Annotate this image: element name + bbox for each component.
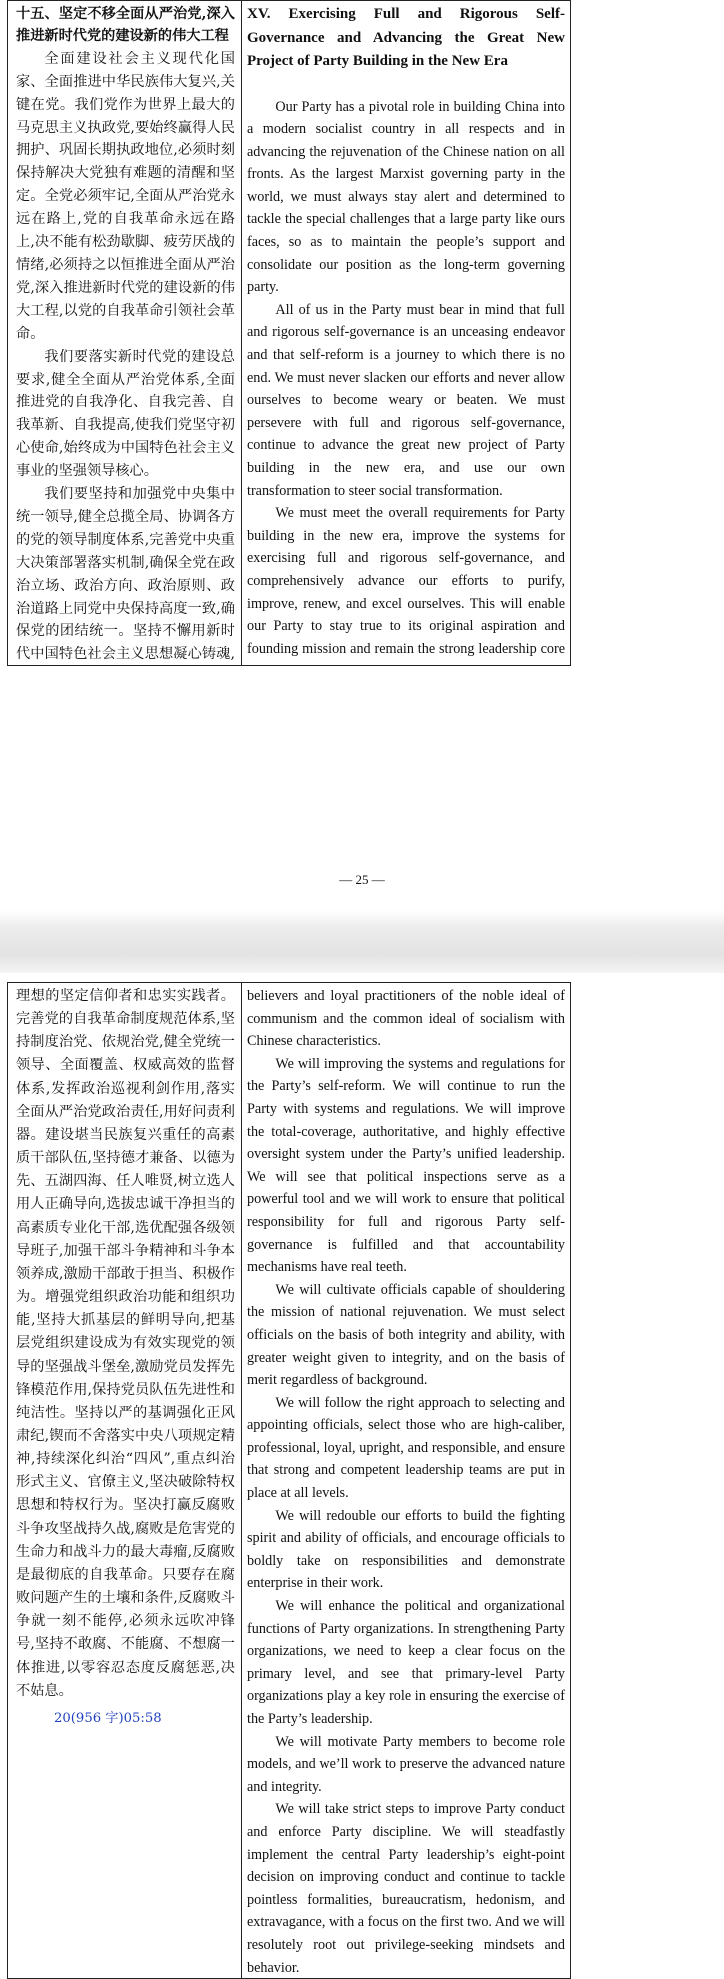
- page-26: [0, 973, 724, 1979]
- paragraph-en: We will redouble our efforts to build the fighting spirit and ability of officials, and encourage officials to boldly take on responsibilities and demonstrate enterprise in their work.: [247, 1507, 565, 1592]
- paragraph-zh: 我们要坚持和加强党中央集中统一领导,健全总揽全局、协调各方的党的领导制度体系,完善党中央重大决策部署落实机制,确保全党在政治立场、政治方向、政治原则、政治道路上同党中央保持高度一致,确保党的团结统一。坚持不懈用新时代中国特色社会主义思想凝心铸魂,: [16, 486, 235, 663]
- paragraph-en: We will take strict steps to improve Party conduct and enforce Party discipline. We will steadfastly implement the central Party leadership’s eight-point decision on improving conduct and continue to tackle pointless formalities, bureaucratism, hedonism, and extravagance, with a focus on the first two. And we will resolutely root out privilege-seeking mindsets and behavior.: [247, 1801, 565, 1976]
- paragraph-en: believers and loyal practitioners of the noble ideal of communism and the common ideal of socialism with Chinese characteristics.: [247, 988, 565, 1050]
- bilingual-table: [7, 982, 571, 1979]
- page-gap: [0, 910, 724, 973]
- page-25: [0, 0, 724, 910]
- paragraph-en: We will motivate Party members to become role models, and we’ll work to preserve the advanced nature and integrity.: [247, 1733, 565, 1795]
- chinese-column: [8, 983, 242, 1978]
- paragraph-zh: 理想的坚定信仰者和忠实实践者。完善党的自我革命制度规范体系,坚持制度治党、依规治党,健全党统一领导、全面覆盖、权威高效的监督体系,发挥政治巡视利剑作用,落实全面从严治党政治责任,用好问责利器。建设堪当民族复兴重任的高素质干部队伍,坚持德才兼备、以德为先、五湖四海、任人唯贤,树立选人用人正确导向,选拔忠诚干净担当的高素质专业化干部,选优配强各级领导班子,加强干部斗争精神和斗争本领养成,激励干部敢于担当、积极作为。增强党组织政治功能和组织功能,坚持大抓基层的鲜明导向,把基层党组织建设成为有效实现党的领导的坚强战斗堡垒,激励党员发挥先锋模范作用,保持党员队伍先进性和纯洁性。坚持以严的基调强化正风肃纪,锲而不舍落实中央八项规定精神,持续深化纠治“四风”,重点纠治形式主义、官僚主义,坚决破除特权思想和特权行为。坚决打赢反腐败斗争攻坚战持久战,腐败是危害党的生命力和战斗力的最大毒瘤,反腐败是最彻底的自我革命。只要存在腐败问题产生的土壤和条件,反腐败斗争就一刻不能停,必须永远吹冲锋号,坚持不敢腐、不能腐、不想腐一体推进,以零容忍态度反腐惩恶,决不姑息。: [16, 988, 235, 1699]
- paragraph-en: We will follow the right approach to selecting and appointing officials, select those who are high-caliber, professional, loyal, upright, and responsible, and ensure that strong and competent leadership teams are put in place at all levels.: [247, 1394, 565, 1502]
- paragraph-en: We will enhance the political and organizational functions of Party organizations. In strengthening Party organizations, we need to keep a clear focus on the primary level, and see that primary-level Party organizations play a key role in ensuring the exercise of the Party’s leadership.: [247, 1598, 565, 1727]
- paragraph-en: All of us in the Party must bear in mind that full and rigorous self-governance is an unceasing endeavor and that self-reform is a journey to which there is no end. We must never slacken our efforts and never allow ourselves to become weary or beaten. We must persevere with full and rigorous self-governance, continue to advance the great new project of Party building in the new era, and use our own transformation to steer social transformation.: [247, 301, 565, 499]
- word-count-zh: 20(956 字)05:58: [54, 1710, 162, 1726]
- paragraph-zh: 我们要落实新时代党的建设总要求,健全全面从严治党体系,全面推进党的自我净化、自我完善、自我革新、自我提高,使我们党坚守初心使命,始终成为中国特色社会主义事业的坚强领导核心。: [16, 348, 235, 480]
- chinese-column: [8, 1, 242, 665]
- paragraph-en: We must meet the overall requirements for Party building in the new era, improve the systems for exercising full and rigorous self-governance, and comprehensively advance our efforts to purify, improve, renew, and excel ourselves. This will enable our Party to stay true to its original aspiration and founding mission and remain the strong leadership core: [247, 505, 565, 657]
- section-title-en: XV. Exercising Full and Rigorous Self-Governance and Advancing the Great New Project of Party Building in the New Era: [247, 6, 565, 69]
- english-column: [242, 983, 570, 1978]
- paragraph-en: We will cultivate officials capable of shouldering the mission of national rejuvenation. We must select officials on the basis of both integrity and ability, with greater weight given to integrity, and on the basis of merit regardless of background.: [247, 1281, 565, 1389]
- section-title-zh: 十五、坚定不移全面从严治党,深入推进新时代党的建设新的伟大工程: [16, 6, 235, 45]
- page-number: — 25 —: [339, 872, 385, 887]
- paragraph-en: Our Party has a pivotal role in building China into a modern socialist country in all respects and in advancing the rejuvenation of the Chinese nation on all fronts. As the largest Marxist governing party in the world, we must always stay alert and determined to tackle the special challenges that a large party like ours faces, so as to maintain the people’s support and consolidate our position as the long-term governing party.: [247, 98, 565, 296]
- paragraph-zh: 全面建设社会主义现代化国家、全面推进中华民族伟大复兴,关键在党。我们党作为世界上最大的马克思主义执政党,要始终赢得人民拥护、巩固长期执政地位,必须时刻保持解决大党独有难题的清醒和坚定。全党必须牢记,全面从严治党永远在路上,党的自我革命永远在路上,决不能有松劲歇脚、疲劳厌战的情绪,必须持之以恒推进全面从严治党,深入推进新时代党的建设新的伟大工程,以党的自我革命引领社会革命。: [16, 50, 235, 342]
- paragraph-en: We will improving the systems and regulations for the Party’s self-reform. We will continue to run the Party with systems and regulations. We will improve the total-coverage, authoritative, and highly effective oversight system under the Party’s unified leadership. We will see that political inspections serve as a powerful tool and we will work to ensure that political responsibility for full and rigorous Party self-governance is fulfilled and that accountability mechanisms have real teeth.: [247, 1055, 565, 1276]
- bilingual-table: [7, 0, 571, 666]
- english-column: [242, 1, 570, 665]
